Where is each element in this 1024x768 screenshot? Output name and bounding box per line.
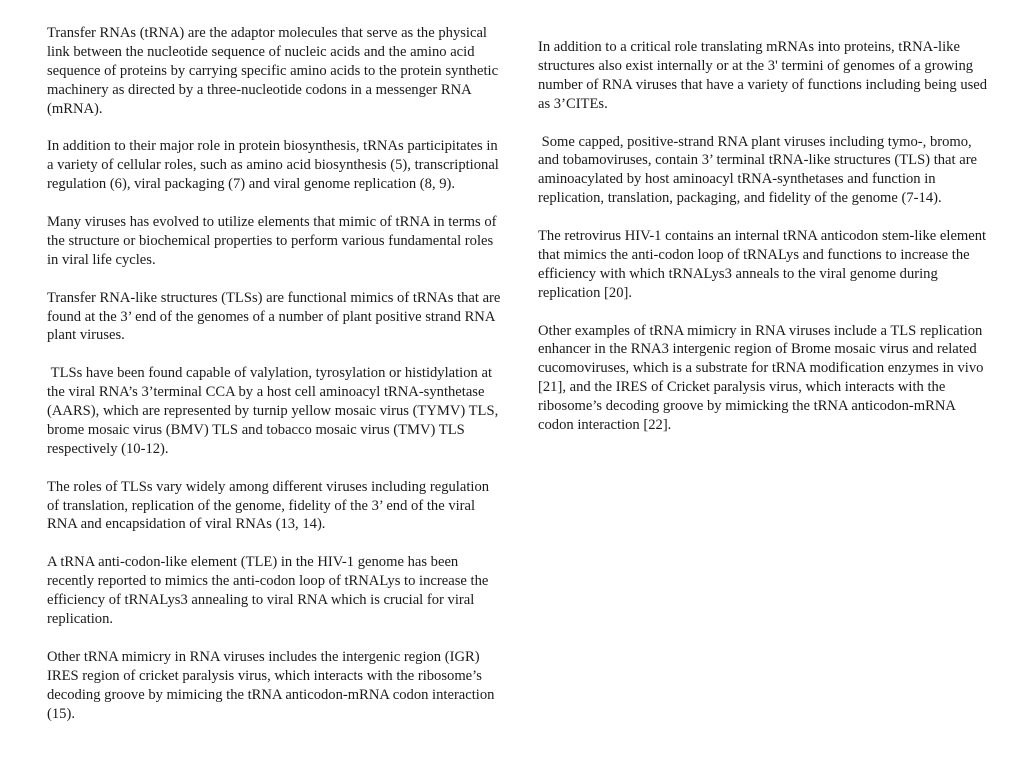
paragraph: Many viruses has evolved to utilize elements that mimic of tRNA in terms of the structure or biochemical properties to perform various fundamental roles in viral life cycles. [47,214,497,268]
paragraph: TLSs have been found capable of valylation, tyrosylation or histidylation at the viral RNA’s 3’terminal CCA by a host cell aminoacyl tRNA-synthetase (AARS), which are represented by turnip yellow mosaic virus (TYMV) TLS, brome mosaic virus (BMV) TLS and tobacco mosaic virus (TMV) TLS respectively (10-12). [47,365,499,457]
right-text-column [538,0,988,454]
paragraph: Transfer RNAs (tRNA) are the adaptor molecules that serve as the physical link between the nucleotide sequence of nucleic acids and the amino acid sequence of proteins by carrying specific amino acids to the protein synthetic machinery as directed by a three-nucleotide codons in a messenger RNA (mRNA). [47,25,499,117]
paragraph: In addition to a critical role translating mRNAs into proteins, tRNA-like structures also exist internally or at the 3' termini of genomes of a growing number of RNA viruses that have a variety of functions including being used as 3’CITEs. [538,39,988,112]
paragraph: A tRNA anti-codon-like element (TLE) in the HIV-1 genome has been recently reported to mimics the anti-codon loop of tRNALys to increase the efficiency of tRNALys3 annealing to viral RNA which is crucial for viral replication. [47,554,489,627]
paragraph: Some capped, positive-strand RNA plant viruses including tymo-, bromo, and tobamoviruses, contain 3’ terminal tRNA-like structures (TLS) that are aminoacylated by host aminoacyl tRNA-synthetases and function in replication, translation, packaging, and fidelity of the genome (7-14). [538,133,978,207]
left-text-column [47,0,502,742]
paragraph: In addition to their major role in protein biosynthesis, tRNAs participitates in a variety of cellular roles, such as amino acid biosynthesis (5), transcriptional regulation (6), viral packaging (7) and viral genome replication (8, 9). [47,138,499,193]
paragraph: Transfer RNA-like structures (TLSs) are functional mimics of tRNAs that are found at the 3’ end of the genomes of a number of plant positive strand RNA plant viruses. [47,289,501,344]
paragraph: Other tRNA mimicry in RNA viruses includes the intergenic region (IGR) IRES region of cricket paralysis virus, which interacts with the ribosome’s decoding groove by mimicing the tRNA anticodon-mRNA codon interaction (15). [47,648,495,722]
paragraph: The roles of TLSs vary widely among different viruses including regulation of translation, replication of the genome, fidelity of the 3’ end of the viral RNA and encapsidation of viral RNAs (13, 14). [47,478,490,533]
paragraph: Other examples of tRNA mimicry in RNA viruses include a TLS replication enhancer in the RNA3 intergenic region of Brome mosaic virus and related cucomoviruses, which is a substrate for tRNA modification enzymes in vivo [21], and the IRES of Cricket paralysis virus, which interacts with the ribosome’s decoding groove by mimicking the tRNA anticodon-mRNA codon interaction [22]. [538,322,984,434]
paragraph: The retrovirus HIV-1 contains an internal tRNA anticodon stem-like element that mimics the anti-codon loop of tRNALys and functions to increase the efficiency with which tRNALys3 anneals to the viral genome during replication [20]. [538,228,987,301]
